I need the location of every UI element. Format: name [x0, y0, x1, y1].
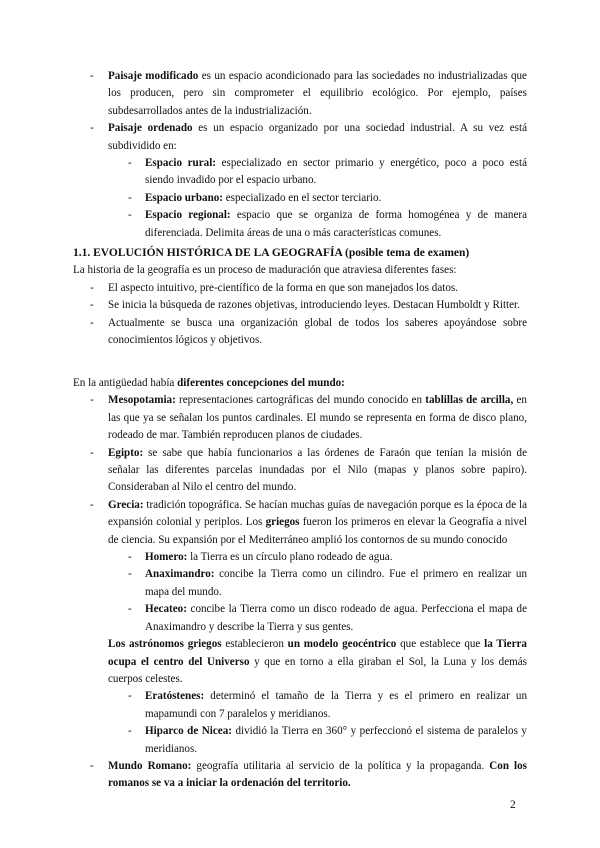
term: Paisaje ordenado	[108, 122, 193, 135]
text: concibe la Tierra como un cilindro. Fue el primero en realizar un mapa del mundo.	[145, 568, 527, 598]
intro-paragraph: La historia de la geografía es un proceso de maduración que atraviesa diferentes fases:	[73, 264, 457, 277]
list-item-romano	[90, 758, 528, 793]
antiquity-section	[0, 375, 600, 793]
definition: es un espacio organizado por una sociedad industrial. A su vez está subdividido en:	[108, 122, 527, 152]
sub-list-item	[128, 601, 527, 636]
list-item	[90, 315, 527, 350]
text: fueron los primeros en elevar la Geografía a nivel de ciencia. Su expansión por el Mediterráneo amplió los contornos de su mundo conocido	[108, 516, 527, 546]
bullet-dash: -	[90, 394, 94, 407]
bullet-dash: -	[128, 603, 132, 616]
bullet-dash: -	[90, 759, 94, 772]
text: determinó el tamaño de la Tierra y es el primero en realizar un mapamundi con 7 paralelos y meridianos.	[145, 690, 527, 720]
phase-text: El aspecto intuitivo, pre-científico de la forma en que son manejados los datos.	[108, 281, 458, 294]
text: tradición topográfica. Se hacían muchas guías de navegación porque es la época de la expansión colonial y periplos. Los	[108, 498, 527, 529]
term: Grecia:	[108, 498, 144, 511]
term: Hecateo:	[145, 603, 187, 616]
section-note: (posible tema de examen)	[342, 247, 470, 259]
bullet-dash: -	[128, 551, 132, 564]
bullet-dash: -	[128, 209, 132, 222]
bullet-dash: -	[90, 122, 94, 135]
definition: espacio que se organiza de forma homogénea y de manera diferenciada. Delimita áreas de una o más características comunes.	[145, 209, 527, 239]
sub-list-item	[128, 723, 527, 758]
text: la Tierra es un círculo plano rodeado de agua.	[187, 551, 393, 564]
text: se sabe que había funcionarios a las órdenes de Faraón que tenían la misión de señalar las diferentes parcelas inundadas por el Nilo (mapas y planos sobre papiro). Consideraban al Nilo el centro del mundo.	[108, 446, 527, 494]
term: Anaximandro:	[145, 568, 215, 581]
list-item-grecia	[90, 497, 527, 549]
sub-list-item	[128, 688, 527, 723]
bullet-dash: -	[128, 725, 132, 738]
bullet-dash: -	[128, 191, 132, 204]
text: en las que ya se señalan los puntos cardinales. El mundo se representa en forma de disco plano, rodeado de mar. También reproducen planos de ciudades.	[108, 394, 527, 442]
definition: es un espacio acondicionado para las sociedades no industrializadas que los producen, pero sin comprometer el equilibrio ecológico. Por ejemplo, países subdesarrollados antes de la industrialización.	[108, 70, 527, 117]
term: la Tierra ocupa el centro del Universo	[108, 638, 527, 668]
phase-text: Actualmente se busca una organización global de todos los saberes apoyándose sobre conocimientos lógicos y objetivos.	[108, 316, 527, 347]
definition: especializado en sector primario y energético, poco a poco está siendo invadido por el espacio urbano.	[145, 157, 527, 187]
text: representaciones cartográficas del mundo conocido en	[175, 394, 426, 407]
bullet-dash: -	[90, 316, 94, 329]
bullet-dash: -	[128, 568, 132, 581]
bullet-dash: -	[90, 299, 94, 312]
definition: especializado en el sector terciario.	[222, 191, 382, 204]
bullet-dash: -	[90, 281, 94, 294]
term: griegos	[265, 516, 300, 529]
term: Espacio regional:	[145, 209, 231, 222]
antiquity-intro	[73, 375, 527, 392]
term: Homero:	[145, 551, 188, 564]
term: Paisaje modificado	[108, 70, 199, 82]
sub-list-item	[128, 549, 527, 566]
sub-list-item	[128, 566, 527, 601]
sub-list-item	[128, 190, 527, 207]
history-section	[0, 245, 600, 349]
term: Egipto:	[108, 446, 144, 459]
term: Los astrónomos griegos	[108, 638, 222, 651]
bullet-dash: -	[90, 70, 94, 82]
term: Mesopotamia:	[108, 394, 176, 407]
landscape-types-list	[0, 68, 600, 242]
bullet-dash: -	[128, 690, 132, 703]
bullet-dash: -	[128, 157, 132, 170]
page-number: 2	[510, 799, 516, 811]
astronomers-paragraph	[108, 636, 527, 688]
text: establecieron	[221, 638, 288, 651]
sub-list-item	[128, 155, 527, 190]
term: Mundo Romano:	[108, 759, 192, 772]
term: Espacio rural:	[145, 157, 216, 170]
term: Hiparco de Nicea:	[145, 725, 232, 738]
list-item	[90, 68, 527, 120]
list-item	[90, 120, 527, 155]
term: tablillas de arcilla,	[425, 394, 514, 407]
term: un modelo geocéntrico	[287, 638, 397, 651]
section-heading	[73, 245, 527, 262]
section-title: 1.1. EVOLUCIÓN HISTÓRICA DE LA GEOGRAFÍA	[73, 247, 343, 259]
bullet-dash: -	[90, 498, 94, 511]
list-item	[90, 297, 527, 314]
text: geografía utilitaria al servicio de la política y la propaganda.	[191, 759, 490, 772]
term: Eratóstenes:	[145, 690, 205, 703]
bullet-dash: -	[90, 446, 94, 459]
antiquity-intro-text: En la antigüedad había	[73, 377, 178, 389]
text: que establece que	[396, 638, 485, 651]
phase-text: Se inicia la búsqueda de razones objetivas, introduciendo leyes. Destacan Humboldt y Ritter.	[108, 299, 520, 312]
term: Con los romanos se va a iniciar la ordenación del territorio.	[108, 759, 528, 790]
text: y que en torno a ella giraban el Sol, la Luna y los demás cuerpos celestes.	[108, 655, 527, 685]
sub-list-item	[128, 207, 527, 242]
antiquity-intro-bold: diferentes concepciones del mundo:	[177, 377, 345, 389]
text: concibe la Tierra como un disco rodeado de agua. Perfecciona el mapa de Anaximandro y describe la Tierra y sus gentes.	[145, 603, 527, 633]
list-item-egipto	[90, 445, 527, 497]
list-item-mesopotamia	[90, 392, 527, 444]
term: Espacio urbano:	[145, 191, 223, 204]
text: dividió la Tierra en 360° y perfeccionó el sistema de paralelos y meridianos.	[145, 725, 527, 755]
list-item	[90, 280, 527, 297]
